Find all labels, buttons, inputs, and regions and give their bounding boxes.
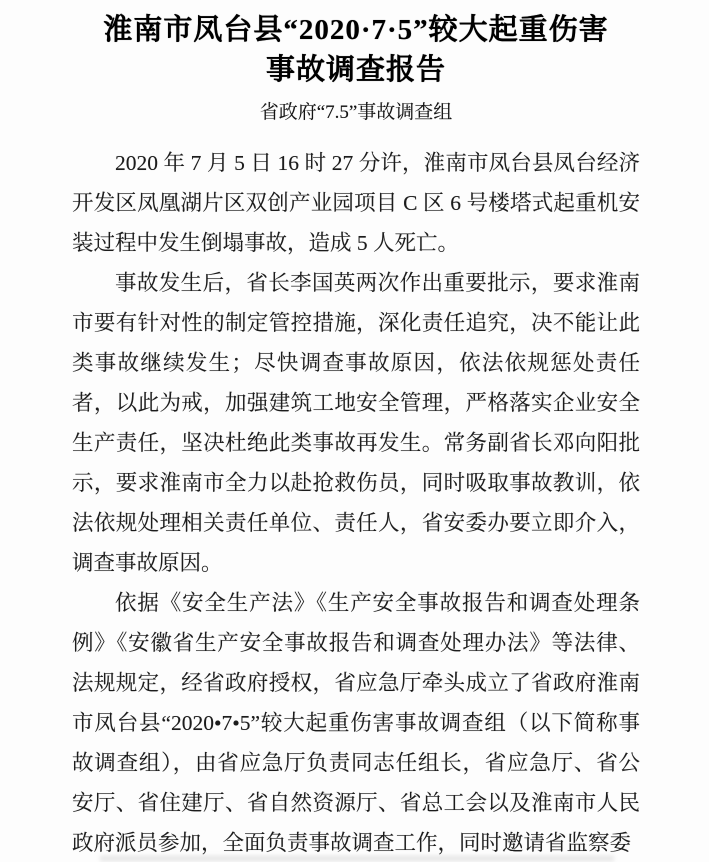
paragraph-investigation-team: 依据《安全生产法》《生产安全事故报告和调查处理条例》《安徽省生产安全事故报告和调查处理办法》等法律、法规规定，经省政府授权，省应急厅牵头成立了省政府淮南市凤台县“2020•7•5”较大起重伤害事故调查组（以下简称事故调查组），由省应急厅负责同志任组长，省应急厅、省公安厅、省住建厅、省自然资源厅、省总工会以及淮南市人民政府派员参加，全面负责事故调查工作，同时邀请省监察委 xyxy=(72,591,640,855)
paragraph-incident-summary: 2020 年 7 月 5 日 16 时 27 分许，淮南市凤台县凤台经济开发区凤凰湖片区双创产业园项目 C 区 6 号楼塔式起重机安装过程中发生倒塌事故，造成 5 人死亡。 xyxy=(72,151,640,255)
document-byline: 省政府“7.5”事故调查组 xyxy=(259,102,453,123)
document-body xyxy=(72,143,640,862)
document-title xyxy=(72,10,640,90)
document-title-line-1: 淮南市凤台县“2020·7·5”较大起重伤害 xyxy=(103,14,609,46)
document-title-line-2: 事故调查报告 xyxy=(265,54,446,86)
paragraph-leader-instructions: 事故发生后，省长李国英两次作出重要批示，要求淮南市要有针对性的制定管控措施，深化责任追究，决不能让此类事故继续发生；尽快调查事故原因，依法依规惩处责任者，以此为戒，加强建筑工地安全管理，严格落实企业安全生产责任，坚决杜绝此类事故再发生。常务副省长邓向阳批示，要求淮南市全力以赴抢救伤员，同时吸取事故教训，依法依规处理相关责任单位、责任人，省安委办要立即介入，调查事故原因。 xyxy=(72,271,640,575)
